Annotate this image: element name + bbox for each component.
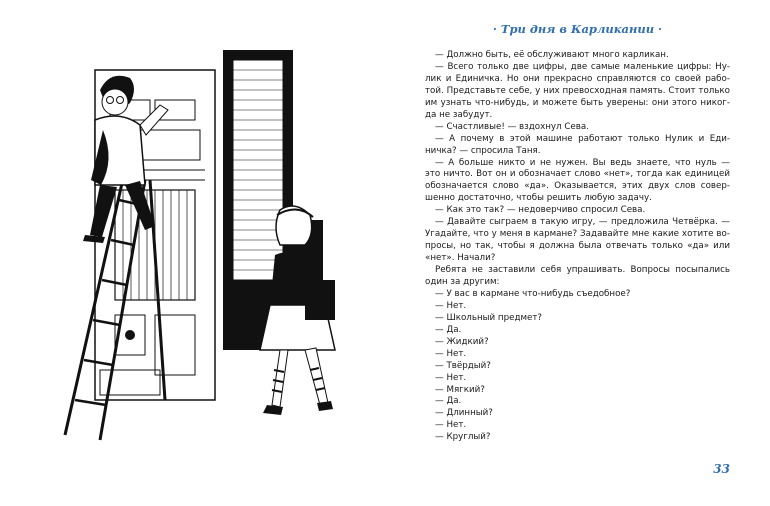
- text-line: — Как это так? — недоверчиво спросил Сева.: [435, 205, 646, 216]
- text-line: «нет». Начали?: [425, 253, 496, 264]
- text-line: Ребята не заставили себя упрашивать. Вопросы посыпались: [435, 264, 730, 275]
- text-line: той. Представьте себе, у них превосходная память. Стоит только: [425, 85, 730, 96]
- illustration-ink-drawing: [55, 40, 345, 445]
- text-line: — Нет.: [435, 348, 467, 359]
- text-line: это ничто. Вот он и обозначает слово «нет», тогда как единицей: [425, 169, 730, 180]
- text-line: лик и Единичка. Но они прекрасно справляются со своей рабо-: [425, 73, 730, 84]
- text-line: — Мягкий?: [435, 384, 485, 395]
- text-line: Угадайте, что у меня в кармане? Задавайте мне какие хотите во-: [425, 229, 730, 240]
- text-line: — Нет.: [435, 372, 467, 383]
- text-line: да не забудут.: [425, 109, 493, 120]
- text-line: им узнать что-нибудь, и можете быть уверены: они этого никог-: [425, 97, 730, 108]
- text-line: — Школьный предмет?: [435, 312, 543, 323]
- text-line: — Длинный?: [435, 408, 493, 419]
- text-line: — Нет.: [435, 300, 467, 311]
- text-line: — Нет.: [435, 420, 467, 431]
- body-text: [425, 50, 730, 444]
- running-head: · Три дня в Карликании ·: [492, 22, 663, 36]
- page-number: 33: [713, 462, 730, 476]
- text-line: обозначается слово «да». Оказывается, этих двух слов совер-: [425, 181, 730, 192]
- text-line: просы, но так, чтобы я должна была отвечать только «да» или: [425, 241, 730, 252]
- text-line: — У вас в кармане что-нибудь съедобное?: [435, 288, 631, 299]
- text-line: — Твёрдый?: [435, 360, 491, 371]
- text-line: — А больше никто и не нужен. Вы ведь знаете, что нуль —: [435, 157, 730, 168]
- text-line: — Давайте сыграем в такую игру, — предложила Четвёрка. —: [435, 217, 730, 228]
- text-line: — Да.: [435, 396, 462, 407]
- text-line: ничка? — спросила Таня.: [425, 145, 541, 156]
- text-line: — Жидкий?: [435, 336, 489, 347]
- text-line: — А почему в этой машине работают только Нулик и Еди-: [435, 133, 730, 144]
- text-line: — Круглый?: [435, 432, 491, 443]
- text-line: шенно достаточно, чтобы решить любую задачу.: [425, 193, 652, 204]
- text-line: один за другим:: [425, 276, 500, 287]
- text-line: — Счастливые! — вздохнул Сева.: [435, 121, 589, 132]
- text-line: — Должно быть, её обслуживают много карликан.: [435, 50, 669, 60]
- text-line: — Всего только две цифры, две самые маленькие цифры: Ну-: [435, 61, 730, 72]
- text-line: — Да.: [435, 324, 462, 335]
- right-page: [385, 0, 770, 506]
